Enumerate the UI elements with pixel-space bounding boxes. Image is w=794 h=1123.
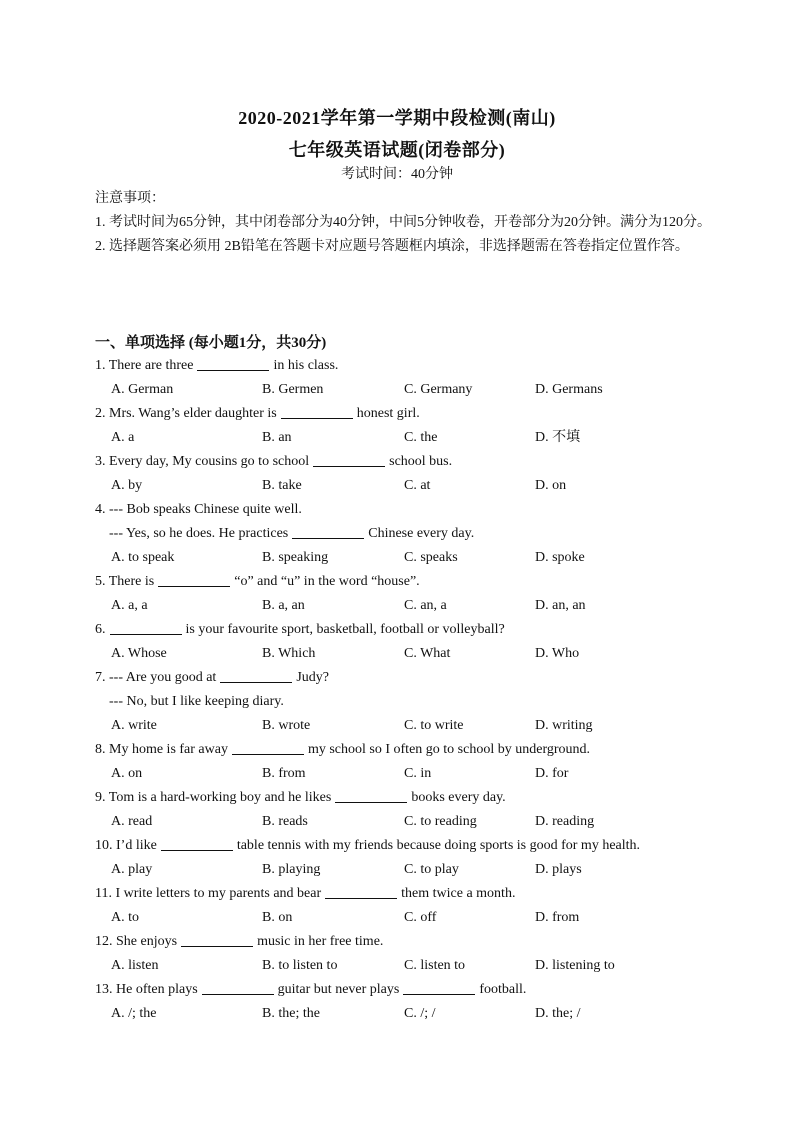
question-stem: 10. I’d like table tennis with my friends because doing sports is good for my health. [95, 834, 735, 858]
answer-blank [181, 930, 253, 947]
option-b: B. to listen to [262, 958, 338, 973]
option-a: A. /; the [111, 1006, 157, 1021]
option-c: C. to write [404, 718, 464, 733]
option-b: B. from [262, 766, 306, 781]
option-b: B. take [262, 478, 302, 493]
exam-title: 2020-2021学年第一学期中段检测(南山) [238, 108, 556, 128]
answer-blank [158, 570, 230, 587]
answer-blank [161, 834, 233, 851]
question-options [95, 378, 735, 402]
option-b: B. reads [262, 814, 308, 829]
answer-blank [220, 666, 292, 683]
question-options [95, 858, 735, 882]
option-b: B. the; the [262, 1006, 320, 1021]
question-stem: 8. My home is far away my school so I often go to school by underground. [95, 738, 735, 762]
question-stem: 1. There are three in his class. [95, 354, 735, 378]
notes-item-1: 1. 考试时间为65分钟，其中闭卷部分为40分钟，中间5分钟收卷，开卷部分为20分钟。满分为120分。 [95, 215, 711, 230]
option-d: D. Germans [535, 382, 603, 397]
exam-subtitle: 七年级英语试题(闭卷部分) [288, 140, 506, 160]
option-a: A. read [111, 814, 153, 829]
answer-blank [281, 402, 353, 419]
option-d: D. spoke [535, 550, 585, 565]
exam-time: 考试时间：40分钟 [341, 167, 453, 182]
option-a: A. Whose [111, 646, 167, 661]
option-d: D. the; / [535, 1006, 581, 1021]
notes-item-2: 2. 选择题答案必须用 2B铅笔在答题卡对应题号答题框内填涂，非选择题需在答卷指定位置作答。 [95, 239, 689, 254]
question-options [95, 906, 735, 930]
option-c: C. What [404, 646, 451, 661]
question-options [95, 810, 735, 834]
answer-blank [335, 786, 407, 803]
question-options [95, 642, 735, 666]
question-stem: 9. Tom is a hard-working boy and he likes books every day. [95, 786, 735, 810]
option-d: D. 不填 [535, 430, 581, 445]
option-c: C. to reading [404, 814, 477, 829]
option-b: B. an [262, 430, 292, 445]
question-options [95, 546, 735, 570]
option-c: C. to play [404, 862, 459, 877]
option-d: D. on [535, 478, 567, 493]
option-c: C. the [404, 430, 438, 445]
option-b: B. a, an [262, 598, 305, 613]
question-stem: 5. There is “o” and “u” in the word “house”. [95, 570, 735, 594]
option-a: A. a, a [111, 598, 148, 613]
answer-blank [403, 978, 475, 995]
question-stem: 13. He often plays guitar but never plays football. [95, 978, 735, 1002]
option-a: A. by [111, 478, 143, 493]
option-a: A. play [111, 862, 153, 877]
answer-blank [197, 354, 269, 371]
option-d: D. listening to [535, 958, 615, 973]
option-a: A. to [111, 910, 139, 925]
option-b: B. Which [262, 646, 316, 661]
option-d: D. for [535, 766, 569, 781]
option-d: D. writing [535, 718, 593, 733]
question-options [95, 1002, 735, 1026]
option-a: A. German [111, 382, 174, 397]
answer-blank [313, 450, 385, 467]
option-a: A. to speak [111, 550, 175, 565]
option-c: C. /; / [404, 1006, 436, 1021]
option-c: C. at [404, 478, 431, 493]
option-b: B. playing [262, 862, 321, 877]
option-c: C. listen to [404, 958, 466, 973]
option-c: C. in [404, 766, 432, 781]
question-options [95, 954, 735, 978]
option-a: A. write [111, 718, 157, 733]
option-c: C. off [404, 910, 437, 925]
question-options [95, 714, 735, 738]
option-c: C. an, a [404, 598, 447, 613]
question-stem-line2: --- No, but I like keeping diary. [109, 694, 284, 709]
option-a: A. on [111, 766, 143, 781]
question-stem: 7. --- Are you good at Judy? [95, 666, 735, 690]
question-list [95, 354, 735, 1026]
notes-heading: 注意事项： [95, 191, 165, 206]
question-options [95, 426, 735, 450]
question-stem-line2: --- Yes, so he does. He practices Chinese every day. [95, 522, 735, 546]
question-options [95, 594, 735, 618]
option-d: D. from [535, 910, 580, 925]
option-b: B. on [262, 910, 293, 925]
option-d: D. an, an [535, 598, 586, 613]
question-stem: 12. She enjoys music in her free time. [95, 930, 735, 954]
option-b: B. wrote [262, 718, 311, 733]
question-stem: 2. Mrs. Wang’s elder daughter is honest girl. [95, 402, 735, 426]
answer-blank [110, 618, 182, 635]
question-stem: 4. --- Bob speaks Chinese quite well. [95, 502, 302, 517]
question-stem: 6. is your favourite sport, basketball, football or volleyball? [95, 618, 735, 642]
option-a: A. a [111, 430, 135, 445]
option-c: C. speaks [404, 550, 458, 565]
section-heading: 一、单项选择 (每小题1分，共30分) [95, 335, 327, 351]
question-stem: 3. Every day, My cousins go to school school bus. [95, 450, 735, 474]
option-d: D. reading [535, 814, 595, 829]
notes-block [95, 187, 715, 259]
option-b: B. Germen [262, 382, 324, 397]
question-stem: 11. I write letters to my parents and bear them twice a month. [95, 882, 735, 906]
answer-blank [325, 882, 397, 899]
option-d: D. Who [535, 646, 580, 661]
option-d: D. plays [535, 862, 582, 877]
option-c: C. Germany [404, 382, 473, 397]
question-options [95, 762, 735, 786]
option-a: A. listen [111, 958, 159, 973]
option-b: B. speaking [262, 550, 329, 565]
answer-blank [292, 522, 364, 539]
question-options [95, 474, 735, 498]
answer-blank [232, 738, 304, 755]
answer-blank [202, 978, 274, 995]
